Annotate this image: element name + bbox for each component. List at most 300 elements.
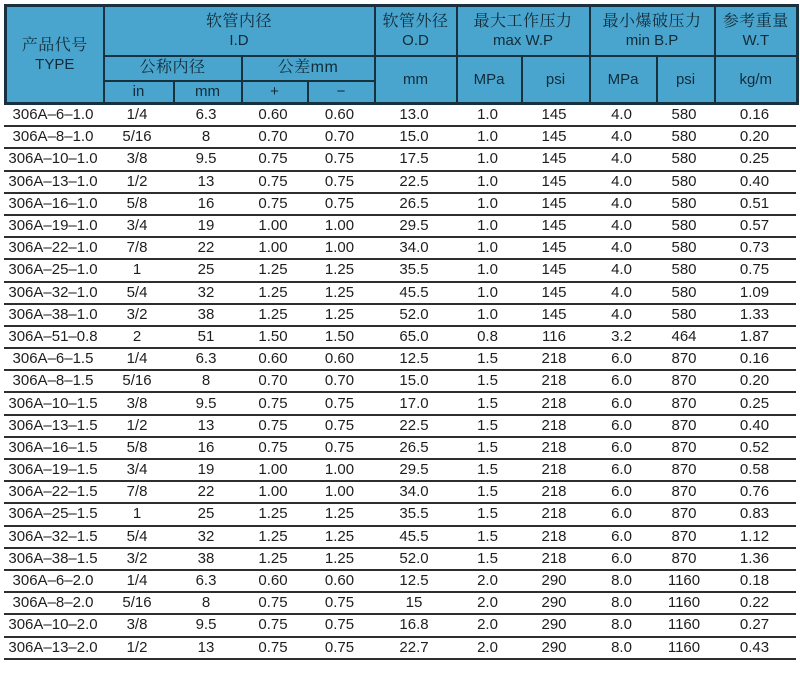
cell-wp-mpa: 2.0 (455, 570, 520, 592)
cell-minus: 0.60 (306, 348, 373, 370)
cell-od-mm: 45.5 (373, 282, 455, 304)
cell-bp-mpa: 6.0 (588, 526, 655, 548)
cell-mm: 8 (172, 370, 240, 392)
cell-type: 306A–13–1.0 (4, 171, 102, 193)
table-row (4, 282, 796, 304)
cell-bp-psi: 580 (655, 148, 713, 170)
cell-mm: 32 (172, 282, 240, 304)
cell-bp-mpa: 4.0 (588, 259, 655, 281)
cell-minus: 1.25 (306, 304, 373, 326)
header-outer-diameter (375, 6, 457, 56)
cell-in: 5/16 (102, 370, 172, 392)
cell-weight: 0.76 (713, 481, 796, 503)
cell-in: 5/16 (102, 592, 172, 614)
cell-od-mm: 26.5 (373, 193, 455, 215)
cell-mm: 6.3 (172, 348, 240, 370)
cell-wp-mpa: 1.0 (455, 237, 520, 259)
cell-bp-mpa: 4.0 (588, 126, 655, 148)
cell-wp-mpa: 2.0 (455, 637, 520, 659)
header-id-en: I.D (229, 31, 249, 49)
cell-wp-mpa: 0.8 (455, 326, 520, 348)
cell-minus: 0.70 (306, 126, 373, 148)
cell-weight: 1.12 (713, 526, 796, 548)
cell-bp-psi: 464 (655, 326, 713, 348)
cell-minus: 1.50 (306, 326, 373, 348)
table-row (4, 526, 796, 548)
cell-od-mm: 17.0 (373, 392, 455, 414)
cell-bp-psi: 1160 (655, 570, 713, 592)
table-row (4, 348, 796, 370)
cell-minus: 0.60 (306, 105, 373, 126)
cell-weight: 0.25 (713, 148, 796, 170)
cell-bp-psi: 870 (655, 415, 713, 437)
cell-minus: 0.75 (306, 592, 373, 614)
cell-bp-mpa: 4.0 (588, 282, 655, 304)
cell-wp-psi: 218 (520, 548, 588, 570)
cell-weight: 0.27 (713, 614, 796, 636)
cell-mm: 8 (172, 592, 240, 614)
header-min-burst-pressure (590, 6, 715, 56)
cell-bp-psi: 580 (655, 304, 713, 326)
header-wp-unit-mpa: MPa (457, 56, 522, 104)
cell-wp-psi: 145 (520, 193, 588, 215)
cell-bp-mpa: 4.0 (588, 105, 655, 126)
cell-od-mm: 13.0 (373, 105, 455, 126)
header-od-en: O.D (402, 31, 429, 49)
header-inner-diameter (104, 6, 375, 56)
cell-wp-psi: 218 (520, 392, 588, 414)
cell-od-mm: 16.8 (373, 614, 455, 636)
cell-wp-mpa: 1.5 (455, 503, 520, 525)
cell-type: 306A–25–1.0 (4, 259, 102, 281)
cell-plus: 1.00 (240, 481, 306, 503)
cell-mm: 9.5 (172, 614, 240, 636)
cell-mm: 16 (172, 193, 240, 215)
cell-bp-mpa: 3.2 (588, 326, 655, 348)
cell-weight: 0.25 (713, 392, 796, 414)
header-type (6, 6, 104, 104)
cell-weight: 1.33 (713, 304, 796, 326)
cell-minus: 1.25 (306, 526, 373, 548)
header-wt-zh: 参考重量 (722, 12, 789, 30)
cell-od-mm: 17.5 (373, 148, 455, 170)
cell-od-mm: 15 (373, 592, 455, 614)
cell-wp-psi: 145 (520, 215, 588, 237)
table-row (4, 459, 796, 481)
table-row (4, 437, 796, 459)
cell-weight: 0.18 (713, 570, 796, 592)
header-id-zh: 软管内径 (206, 12, 273, 30)
cell-wp-psi: 145 (520, 304, 588, 326)
table-row (4, 215, 796, 237)
cell-od-mm: 22.7 (373, 637, 455, 659)
cell-wp-mpa: 1.5 (455, 459, 520, 481)
table-row (4, 503, 796, 525)
cell-plus: 1.50 (240, 326, 306, 348)
cell-bp-mpa: 4.0 (588, 193, 655, 215)
cell-wp-psi: 145 (520, 259, 588, 281)
table-row (4, 304, 796, 326)
cell-wp-psi: 218 (520, 370, 588, 392)
cell-bp-mpa: 4.0 (588, 237, 655, 259)
cell-in: 5/16 (102, 126, 172, 148)
spec-table (4, 105, 796, 660)
cell-bp-mpa: 6.0 (588, 392, 655, 414)
cell-weight: 1.87 (713, 326, 796, 348)
cell-mm: 16 (172, 437, 240, 459)
cell-bp-psi: 870 (655, 526, 713, 548)
cell-weight: 0.73 (713, 237, 796, 259)
table-row (4, 259, 796, 281)
spec-table-header (4, 4, 799, 105)
table-row (4, 370, 796, 392)
cell-od-mm: 65.0 (373, 326, 455, 348)
cell-bp-mpa: 6.0 (588, 415, 655, 437)
cell-od-mm: 34.0 (373, 481, 455, 503)
cell-plus: 1.25 (240, 304, 306, 326)
header-tolerance-plus: + (242, 81, 308, 104)
cell-in: 2 (102, 326, 172, 348)
cell-mm: 25 (172, 259, 240, 281)
cell-weight: 1.36 (713, 548, 796, 570)
table-row (4, 392, 796, 414)
cell-od-mm: 22.5 (373, 171, 455, 193)
cell-wp-psi: 116 (520, 326, 588, 348)
cell-wp-mpa: 1.0 (455, 282, 520, 304)
cell-bp-psi: 580 (655, 105, 713, 126)
cell-bp-mpa: 8.0 (588, 614, 655, 636)
cell-in: 7/8 (102, 481, 172, 503)
header-od-zh: 软管外径 (382, 12, 449, 30)
cell-mm: 19 (172, 459, 240, 481)
cell-plus: 1.25 (240, 259, 306, 281)
cell-minus: 0.75 (306, 637, 373, 659)
cell-plus: 0.75 (240, 193, 306, 215)
cell-wp-mpa: 1.0 (455, 126, 520, 148)
cell-type: 306A–13–2.0 (4, 637, 102, 659)
cell-od-mm: 15.0 (373, 370, 455, 392)
cell-type: 306A–8–1.0 (4, 126, 102, 148)
cell-plus: 1.25 (240, 503, 306, 525)
cell-in: 5/4 (102, 282, 172, 304)
cell-od-mm: 29.5 (373, 459, 455, 481)
cell-mm: 6.3 (172, 105, 240, 126)
cell-mm: 22 (172, 237, 240, 259)
header-wp-unit-psi: psi (522, 56, 590, 104)
cell-weight: 0.58 (713, 459, 796, 481)
cell-in: 3/8 (102, 148, 172, 170)
cell-wp-psi: 218 (520, 437, 588, 459)
cell-type: 306A–10–2.0 (4, 614, 102, 636)
header-wp-zh: 最大工作压力 (473, 12, 573, 30)
cell-od-mm: 15.0 (373, 126, 455, 148)
cell-plus: 1.25 (240, 526, 306, 548)
cell-mm: 9.5 (172, 392, 240, 414)
cell-minus: 1.00 (306, 459, 373, 481)
cell-mm: 19 (172, 215, 240, 237)
cell-plus: 0.75 (240, 148, 306, 170)
header-bp-zh: 最小爆破压力 (602, 12, 702, 30)
table-row (4, 148, 796, 170)
cell-bp-mpa: 6.0 (588, 437, 655, 459)
header-od-unit-mm: mm (375, 56, 457, 104)
cell-bp-mpa: 6.0 (588, 459, 655, 481)
header-bp-unit-mpa: MPa (590, 56, 657, 104)
cell-wp-mpa: 1.5 (455, 370, 520, 392)
cell-minus: 0.75 (306, 614, 373, 636)
cell-in: 1 (102, 503, 172, 525)
cell-od-mm: 35.5 (373, 259, 455, 281)
cell-bp-mpa: 4.0 (588, 171, 655, 193)
cell-mm: 22 (172, 481, 240, 503)
table-row (4, 637, 796, 659)
cell-wp-psi: 145 (520, 126, 588, 148)
cell-wp-mpa: 2.0 (455, 592, 520, 614)
cell-minus: 1.00 (306, 215, 373, 237)
header-unit-in: in (104, 81, 174, 104)
cell-plus: 0.75 (240, 637, 306, 659)
cell-weight: 0.43 (713, 637, 796, 659)
cell-weight: 0.51 (713, 193, 796, 215)
cell-wp-psi: 145 (520, 282, 588, 304)
cell-wp-psi: 218 (520, 415, 588, 437)
cell-mm: 38 (172, 548, 240, 570)
cell-bp-psi: 870 (655, 459, 713, 481)
cell-weight: 0.16 (713, 348, 796, 370)
cell-weight: 0.57 (713, 215, 796, 237)
cell-in: 3/8 (102, 392, 172, 414)
cell-type: 306A–8–1.5 (4, 370, 102, 392)
header-tolerance-minus: − (308, 81, 375, 104)
cell-in: 1/4 (102, 348, 172, 370)
cell-type: 306A–6–2.0 (4, 570, 102, 592)
cell-minus: 1.00 (306, 481, 373, 503)
cell-wp-mpa: 1.0 (455, 148, 520, 170)
cell-bp-mpa: 4.0 (588, 215, 655, 237)
cell-mm: 25 (172, 503, 240, 525)
cell-type: 306A–16–1.0 (4, 193, 102, 215)
cell-in: 1/2 (102, 171, 172, 193)
cell-wp-psi: 218 (520, 503, 588, 525)
cell-mm: 6.3 (172, 570, 240, 592)
cell-wp-psi: 290 (520, 570, 588, 592)
cell-wp-psi: 218 (520, 459, 588, 481)
cell-minus: 0.75 (306, 392, 373, 414)
cell-mm: 13 (172, 171, 240, 193)
table-row (4, 415, 796, 437)
cell-od-mm: 12.5 (373, 348, 455, 370)
table-row (4, 126, 796, 148)
header-max-working-pressure (457, 6, 590, 56)
table-row (4, 171, 796, 193)
cell-wp-psi: 145 (520, 237, 588, 259)
header-tolerance: 公差mm (242, 56, 375, 81)
cell-bp-psi: 870 (655, 392, 713, 414)
cell-bp-psi: 870 (655, 348, 713, 370)
cell-bp-mpa: 6.0 (588, 348, 655, 370)
cell-wp-psi: 145 (520, 171, 588, 193)
cell-in: 3/8 (102, 614, 172, 636)
cell-minus: 1.00 (306, 237, 373, 259)
table-row (4, 237, 796, 259)
cell-bp-psi: 580 (655, 259, 713, 281)
cell-plus: 0.60 (240, 105, 306, 126)
cell-plus: 1.25 (240, 282, 306, 304)
cell-type: 306A–10–1.0 (4, 148, 102, 170)
cell-mm: 13 (172, 637, 240, 659)
cell-weight: 0.40 (713, 415, 796, 437)
cell-minus: 1.25 (306, 548, 373, 570)
table-row (4, 105, 796, 126)
cell-plus: 1.25 (240, 548, 306, 570)
cell-od-mm: 35.5 (373, 503, 455, 525)
cell-type: 306A–38–1.5 (4, 548, 102, 570)
cell-wp-mpa: 1.0 (455, 304, 520, 326)
cell-od-mm: 52.0 (373, 304, 455, 326)
header-unit-mm: mm (174, 81, 242, 104)
cell-bp-mpa: 6.0 (588, 548, 655, 570)
cell-bp-psi: 580 (655, 193, 713, 215)
cell-wp-psi: 290 (520, 637, 588, 659)
header-bp-en: min B.P (625, 31, 679, 49)
cell-bp-psi: 870 (655, 370, 713, 392)
cell-bp-mpa: 8.0 (588, 570, 655, 592)
cell-minus: 1.25 (306, 259, 373, 281)
cell-in: 1/2 (102, 415, 172, 437)
cell-plus: 1.00 (240, 459, 306, 481)
cell-type: 306A–6–1.5 (4, 348, 102, 370)
cell-weight: 0.20 (713, 370, 796, 392)
cell-bp-psi: 580 (655, 126, 713, 148)
cell-wp-psi: 218 (520, 348, 588, 370)
cell-od-mm: 26.5 (373, 437, 455, 459)
cell-wp-mpa: 1.5 (455, 415, 520, 437)
cell-mm: 32 (172, 526, 240, 548)
cell-mm: 13 (172, 415, 240, 437)
table-row (4, 592, 796, 614)
cell-bp-psi: 1160 (655, 614, 713, 636)
cell-od-mm: 22.5 (373, 415, 455, 437)
cell-bp-mpa: 6.0 (588, 481, 655, 503)
cell-wp-mpa: 1.5 (455, 437, 520, 459)
cell-wp-mpa: 2.0 (455, 614, 520, 636)
cell-wp-psi: 290 (520, 614, 588, 636)
cell-weight: 1.09 (713, 282, 796, 304)
cell-mm: 38 (172, 304, 240, 326)
cell-weight: 0.83 (713, 503, 796, 525)
cell-bp-mpa: 4.0 (588, 148, 655, 170)
cell-plus: 0.70 (240, 370, 306, 392)
cell-weight: 0.22 (713, 592, 796, 614)
header-wp-en: max W.P (493, 31, 554, 49)
cell-in: 3/2 (102, 548, 172, 570)
cell-in: 5/8 (102, 193, 172, 215)
cell-bp-mpa: 8.0 (588, 637, 655, 659)
cell-wp-psi: 218 (520, 526, 588, 548)
table-row (4, 481, 796, 503)
cell-minus: 0.75 (306, 171, 373, 193)
cell-minus: 0.70 (306, 370, 373, 392)
header-nominal-bore: 公称内径 (104, 56, 242, 81)
cell-bp-psi: 580 (655, 215, 713, 237)
cell-wp-mpa: 1.5 (455, 526, 520, 548)
table-row (4, 326, 796, 348)
cell-plus: 0.70 (240, 126, 306, 148)
cell-mm: 8 (172, 126, 240, 148)
cell-minus: 0.75 (306, 193, 373, 215)
cell-minus: 1.25 (306, 282, 373, 304)
spec-table-body (4, 105, 796, 659)
cell-type: 306A–6–1.0 (4, 105, 102, 126)
table-row (4, 614, 796, 636)
cell-plus: 0.75 (240, 171, 306, 193)
header-wt-unit-kgm: kg/m (715, 56, 798, 104)
cell-type: 306A–8–2.0 (4, 592, 102, 614)
cell-in: 5/8 (102, 437, 172, 459)
cell-wp-mpa: 1.0 (455, 171, 520, 193)
cell-od-mm: 12.5 (373, 570, 455, 592)
cell-wp-psi: 290 (520, 592, 588, 614)
cell-bp-psi: 580 (655, 171, 713, 193)
cell-mm: 9.5 (172, 148, 240, 170)
cell-minus: 0.75 (306, 415, 373, 437)
cell-type: 306A–51–0.8 (4, 326, 102, 348)
cell-wp-mpa: 1.0 (455, 105, 520, 126)
cell-in: 1 (102, 259, 172, 281)
cell-plus: 0.75 (240, 437, 306, 459)
cell-type: 306A–32–1.0 (4, 282, 102, 304)
cell-in: 1/4 (102, 105, 172, 126)
table-row (4, 193, 796, 215)
cell-od-mm: 45.5 (373, 526, 455, 548)
cell-bp-psi: 870 (655, 503, 713, 525)
cell-bp-mpa: 8.0 (588, 592, 655, 614)
cell-weight: 0.16 (713, 105, 796, 126)
cell-bp-psi: 1160 (655, 637, 713, 659)
cell-type: 306A–19–1.5 (4, 459, 102, 481)
cell-od-mm: 52.0 (373, 548, 455, 570)
header-type-en: TYPE (35, 55, 75, 73)
cell-weight: 0.52 (713, 437, 796, 459)
cell-in: 1/2 (102, 637, 172, 659)
cell-bp-psi: 870 (655, 437, 713, 459)
cell-type: 306A–22–1.5 (4, 481, 102, 503)
cell-bp-psi: 870 (655, 481, 713, 503)
cell-plus: 1.00 (240, 215, 306, 237)
header-reference-weight (715, 6, 798, 56)
table-row (4, 548, 796, 570)
header-type-zh: 产品代号 (21, 36, 88, 54)
cell-in: 1/4 (102, 570, 172, 592)
cell-wp-mpa: 1.5 (455, 348, 520, 370)
header-bp-unit-psi: psi (657, 56, 715, 104)
cell-in: 3/2 (102, 304, 172, 326)
header-wt-en: W.T (742, 31, 770, 49)
cell-plus: 0.75 (240, 392, 306, 414)
cell-in: 3/4 (102, 459, 172, 481)
cell-wp-psi: 145 (520, 105, 588, 126)
cell-type: 306A–25–1.5 (4, 503, 102, 525)
cell-minus: 0.60 (306, 570, 373, 592)
cell-wp-mpa: 1.5 (455, 392, 520, 414)
cell-in: 5/4 (102, 526, 172, 548)
cell-wp-mpa: 1.0 (455, 193, 520, 215)
cell-wp-mpa: 1.0 (455, 259, 520, 281)
cell-bp-mpa: 4.0 (588, 304, 655, 326)
cell-plus: 0.75 (240, 415, 306, 437)
cell-minus: 0.75 (306, 437, 373, 459)
cell-type: 306A–38–1.0 (4, 304, 102, 326)
